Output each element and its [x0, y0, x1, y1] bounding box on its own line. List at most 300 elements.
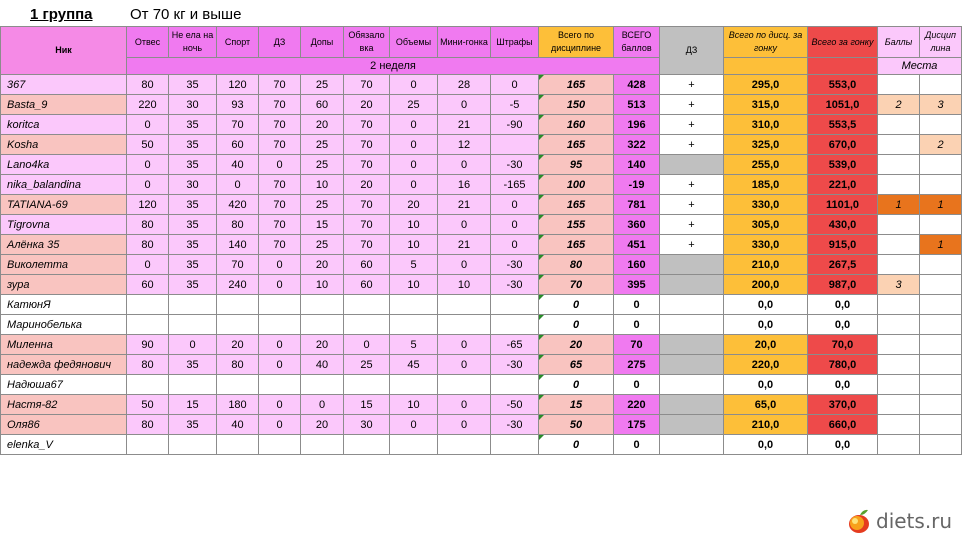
score-cell: 70	[259, 75, 301, 95]
race-total-cell: 70,0	[808, 335, 878, 355]
race-total-cell: 915,0	[808, 235, 878, 255]
score-cell: 0	[438, 155, 491, 175]
score-cell: 30	[169, 95, 217, 115]
race-discipline-cell: 310,0	[724, 115, 808, 135]
total-points-cell: 160	[614, 255, 660, 275]
score-cell: 0	[169, 335, 217, 355]
race-total-cell: 0,0	[808, 295, 878, 315]
table-row	[1, 415, 962, 435]
nick-cell: Виколетта	[1, 255, 127, 275]
score-cell: 28	[438, 75, 491, 95]
discipline-place-cell	[920, 415, 962, 435]
score-cell	[390, 315, 438, 335]
score-cell: 120	[217, 75, 259, 95]
score-cell: 80	[127, 235, 169, 255]
score-cell: 0	[491, 215, 539, 235]
score-cell	[259, 375, 301, 395]
score-cell: 0	[390, 115, 438, 135]
score-cell: 70	[344, 235, 390, 255]
race-total-cell: 430,0	[808, 215, 878, 235]
race-discipline-cell: 315,0	[724, 95, 808, 115]
points-place-cell	[878, 255, 920, 275]
score-cell: 50	[127, 135, 169, 155]
score-cell: 5	[390, 335, 438, 355]
score-cell: 70	[217, 115, 259, 135]
race-total-cell: 987,0	[808, 275, 878, 295]
nick-cell: Надюша67	[1, 375, 127, 395]
race-discipline-cell: 325,0	[724, 135, 808, 155]
dz-cell	[660, 255, 724, 275]
total-points-cell: 322	[614, 135, 660, 155]
score-cell: 35	[169, 415, 217, 435]
score-cell: 20	[344, 95, 390, 115]
race-discipline-cell: 220,0	[724, 355, 808, 375]
discipline-total-cell: 80	[539, 255, 614, 275]
score-cell: 15	[344, 395, 390, 415]
header-mini: Мини-гонка	[438, 27, 491, 58]
dz-cell	[660, 275, 724, 295]
score-cell: 60	[344, 275, 390, 295]
points-place-cell	[878, 315, 920, 335]
score-cell: 0	[259, 255, 301, 275]
score-cell: 70	[217, 255, 259, 275]
score-cell	[217, 315, 259, 335]
score-cell: -165	[491, 175, 539, 195]
score-cell	[344, 315, 390, 335]
score-cell: 140	[217, 235, 259, 255]
score-cell: 0	[344, 335, 390, 355]
score-cell: 25	[301, 135, 344, 155]
dz-cell: +	[660, 175, 724, 195]
discipline-place-cell	[920, 395, 962, 415]
race-discipline-cell: 0,0	[724, 435, 808, 455]
race-total-cell: 221,0	[808, 175, 878, 195]
score-cell: 21	[438, 195, 491, 215]
race-discipline-cell: 65,0	[724, 395, 808, 415]
logo-text: diets.ru	[876, 509, 953, 533]
score-cell	[169, 435, 217, 455]
score-cell: 0	[438, 415, 491, 435]
dz-cell: +	[660, 135, 724, 155]
discipline-total-cell: 65	[539, 355, 614, 375]
race-total-cell: 780,0	[808, 355, 878, 375]
score-cell	[344, 295, 390, 315]
score-cell	[169, 315, 217, 335]
score-cell: 35	[169, 115, 217, 135]
dz-cell: +	[660, 215, 724, 235]
dz-cell	[660, 435, 724, 455]
header-obemy: Объемы	[390, 27, 438, 58]
dz-cell: +	[660, 235, 724, 255]
discipline-place-cell	[920, 175, 962, 195]
score-cell: 15	[169, 395, 217, 415]
discipline-place-cell	[920, 375, 962, 395]
score-cell	[390, 295, 438, 315]
week-label: 2 неделя	[127, 58, 660, 75]
discipline-total-cell: 70	[539, 275, 614, 295]
nick-cell: 367	[1, 75, 127, 95]
points-place-cell	[878, 435, 920, 455]
score-cell: 93	[217, 95, 259, 115]
score-cell: 10	[390, 395, 438, 415]
nick-cell: надежда федянович	[1, 355, 127, 375]
race-discipline-cell: 20,0	[724, 335, 808, 355]
nick-cell: Алёнка 35	[1, 235, 127, 255]
header-vsego-disc-gonku: Всего по дисц. за гонку	[724, 27, 808, 58]
score-cell	[438, 375, 491, 395]
nick-cell: КатюнЯ	[1, 295, 127, 315]
header-obyaz: Обязало вка	[344, 27, 390, 58]
score-cell: 240	[217, 275, 259, 295]
dz-cell	[660, 375, 724, 395]
score-cell: 180	[217, 395, 259, 415]
total-points-cell: 0	[614, 375, 660, 395]
dz-cell	[660, 355, 724, 375]
score-cell	[259, 295, 301, 315]
score-cell	[301, 375, 344, 395]
discipline-place-cell: 1	[920, 195, 962, 215]
score-cell: 0	[259, 155, 301, 175]
header-ne-ela: Не ела на ночь	[169, 27, 217, 58]
discipline-total-cell: 150	[539, 95, 614, 115]
score-cell	[169, 295, 217, 315]
dz-cell: +	[660, 115, 724, 135]
nick-cell: Настя-82	[1, 395, 127, 415]
discipline-place-cell	[920, 355, 962, 375]
discipline-place-cell	[920, 335, 962, 355]
total-points-cell: 513	[614, 95, 660, 115]
score-cell: 70	[344, 115, 390, 135]
score-cell: 40	[217, 155, 259, 175]
total-points-cell: 0	[614, 435, 660, 455]
score-cell: 10	[390, 275, 438, 295]
score-cell: 0	[438, 95, 491, 115]
score-cell: -30	[491, 275, 539, 295]
dz-cell	[660, 155, 724, 175]
nick-cell: Оля86	[1, 415, 127, 435]
discipline-total-cell: 165	[539, 135, 614, 155]
score-cell: 20	[344, 175, 390, 195]
score-cell: 0	[438, 335, 491, 355]
race-total-cell: 0,0	[808, 315, 878, 335]
table-row	[1, 275, 962, 295]
table-row	[1, 215, 962, 235]
score-cell: 0	[390, 415, 438, 435]
race-discipline-cell: 200,0	[724, 275, 808, 295]
score-cell	[491, 315, 539, 335]
score-cell	[217, 375, 259, 395]
header-shtrafy: Штрафы	[491, 27, 539, 58]
discipline-total-cell: 0	[539, 375, 614, 395]
header-dz2: ДЗ	[660, 27, 724, 75]
score-cell: 120	[127, 195, 169, 215]
discipline-place-cell: 2	[920, 135, 962, 155]
discipline-total-cell: 165	[539, 235, 614, 255]
discipline-total-cell: 0	[539, 315, 614, 335]
places-label: Места	[878, 58, 962, 75]
score-cell: 70	[259, 95, 301, 115]
discipline-total-cell: 100	[539, 175, 614, 195]
score-cell: 50	[127, 395, 169, 415]
score-cell: 40	[301, 355, 344, 375]
score-cell: 80	[127, 215, 169, 235]
score-cell	[438, 295, 491, 315]
score-cell: 20	[301, 415, 344, 435]
score-cell: 45	[390, 355, 438, 375]
score-cell: 0	[438, 355, 491, 375]
score-cell: -30	[491, 415, 539, 435]
score-cell: 30	[169, 175, 217, 195]
dz-cell	[660, 315, 724, 335]
score-cell: 80	[127, 355, 169, 375]
points-place-cell	[878, 115, 920, 135]
score-cell	[217, 435, 259, 455]
table-row	[1, 115, 962, 135]
discipline-place-cell	[920, 435, 962, 455]
score-cell: 20	[390, 195, 438, 215]
score-cell: 0	[127, 255, 169, 275]
score-cell	[217, 295, 259, 315]
nick-cell: Маринобелька	[1, 315, 127, 335]
nick-cell: koritca	[1, 115, 127, 135]
race-discipline-cell: 210,0	[724, 255, 808, 275]
points-place-cell: 2	[878, 95, 920, 115]
header-dz: ДЗ	[259, 27, 301, 58]
race-discipline-cell: 330,0	[724, 195, 808, 215]
score-cell: 20	[301, 335, 344, 355]
race-discipline-cell: 185,0	[724, 175, 808, 195]
race-total-cell: 553,5	[808, 115, 878, 135]
race-total-cell: 1101,0	[808, 195, 878, 215]
race-discipline-cell: 255,0	[724, 155, 808, 175]
score-cell: 60	[301, 95, 344, 115]
discipline-place-cell	[920, 115, 962, 135]
points-place-cell	[878, 75, 920, 95]
score-cell: 20	[301, 115, 344, 135]
score-cell: 0	[127, 175, 169, 195]
score-cell: 0	[127, 115, 169, 135]
discipline-place-cell: 1	[920, 235, 962, 255]
score-cell	[127, 435, 169, 455]
score-cell	[438, 435, 491, 455]
score-cell: 90	[127, 335, 169, 355]
score-cell: 35	[169, 355, 217, 375]
header-vsego-disc: Всего по дисциплине	[539, 27, 614, 58]
score-cell: 0	[127, 155, 169, 175]
total-points-cell: 220	[614, 395, 660, 415]
score-cell: 70	[259, 135, 301, 155]
score-cell: 35	[169, 255, 217, 275]
score-cell: 12	[438, 135, 491, 155]
score-cell: 25	[390, 95, 438, 115]
score-cell	[259, 435, 301, 455]
score-cell	[127, 295, 169, 315]
score-cell: 0	[438, 215, 491, 235]
discipline-total-cell: 165	[539, 195, 614, 215]
score-cell: 35	[169, 135, 217, 155]
header-disciplina: Дисцип лина	[920, 27, 962, 58]
score-cell: 70	[259, 215, 301, 235]
score-cell: 0	[259, 415, 301, 435]
race-total-cell: 0,0	[808, 435, 878, 455]
total-points-cell: 428	[614, 75, 660, 95]
score-cell	[491, 135, 539, 155]
table-row	[1, 335, 962, 355]
score-cell: 35	[169, 75, 217, 95]
category-title: От 70 кг и выше	[130, 6, 242, 23]
nick-cell: зура	[1, 275, 127, 295]
total-points-cell: 395	[614, 275, 660, 295]
score-cell: 70	[259, 235, 301, 255]
score-cell: 10	[301, 275, 344, 295]
points-place-cell	[878, 215, 920, 235]
race-discipline-cell: 0,0	[724, 375, 808, 395]
score-cell: 21	[438, 115, 491, 135]
score-cell: 10	[390, 215, 438, 235]
score-cell: 60	[344, 255, 390, 275]
apple-icon	[846, 508, 872, 534]
race-total-cell: 670,0	[808, 135, 878, 155]
score-cell: 25	[301, 155, 344, 175]
total-points-cell: 781	[614, 195, 660, 215]
score-cell	[259, 315, 301, 335]
score-cell: 70	[344, 195, 390, 215]
diets-logo	[846, 508, 952, 534]
table-row	[1, 195, 962, 215]
score-cell: 0	[390, 75, 438, 95]
score-cell: 80	[217, 355, 259, 375]
points-place-cell	[878, 415, 920, 435]
score-cell	[491, 375, 539, 395]
race-total-cell: 553,0	[808, 75, 878, 95]
discipline-total-cell: 0	[539, 295, 614, 315]
race-discipline-cell: 0,0	[724, 295, 808, 315]
score-cell: 35	[169, 155, 217, 175]
score-cell: 20	[301, 255, 344, 275]
score-cell: 20	[217, 335, 259, 355]
discipline-place-cell	[920, 255, 962, 275]
score-cell	[301, 315, 344, 335]
total-points-cell: 360	[614, 215, 660, 235]
total-points-cell: 70	[614, 335, 660, 355]
dz-cell: +	[660, 75, 724, 95]
dz-cell	[660, 415, 724, 435]
header-dopy: Допы	[301, 27, 344, 58]
score-cell: 0	[438, 255, 491, 275]
score-cell: 80	[127, 75, 169, 95]
score-cell: -30	[491, 255, 539, 275]
table-row	[1, 235, 962, 255]
points-place-cell	[878, 235, 920, 255]
score-cell: -50	[491, 395, 539, 415]
total-points-cell: -19	[614, 175, 660, 195]
score-cell	[127, 375, 169, 395]
nick-cell: TATIANA-69	[1, 195, 127, 215]
score-cell: 0	[217, 175, 259, 195]
score-cell	[301, 295, 344, 315]
discipline-total-cell: 15	[539, 395, 614, 415]
dz-cell: +	[660, 195, 724, 215]
race-total-cell: 1051,0	[808, 95, 878, 115]
score-cell: 40	[217, 415, 259, 435]
total-points-cell: 175	[614, 415, 660, 435]
points-place-cell	[878, 395, 920, 415]
nick-cell: Миленна	[1, 335, 127, 355]
discipline-place-cell	[920, 315, 962, 335]
discipline-place-cell	[920, 155, 962, 175]
score-cell: 25	[301, 235, 344, 255]
points-place-cell	[878, 175, 920, 195]
score-cell	[438, 315, 491, 335]
score-cell: 70	[344, 155, 390, 175]
score-cell: 0	[491, 235, 539, 255]
score-cell: 420	[217, 195, 259, 215]
table-row	[1, 95, 962, 115]
total-points-cell: 0	[614, 315, 660, 335]
score-cell	[301, 435, 344, 455]
table-row	[1, 315, 962, 335]
score-cell: 35	[169, 235, 217, 255]
score-cell	[390, 435, 438, 455]
race-discipline-cell: 0,0	[724, 315, 808, 335]
race-discipline-cell: 330,0	[724, 235, 808, 255]
discipline-place-cell: 3	[920, 95, 962, 115]
score-cell	[344, 435, 390, 455]
header-sport: Спорт	[217, 27, 259, 58]
points-place-cell	[878, 135, 920, 155]
score-cell: 30	[344, 415, 390, 435]
discipline-total-cell: 155	[539, 215, 614, 235]
score-cell: 35	[169, 195, 217, 215]
score-cell	[127, 315, 169, 335]
score-cell: 10	[390, 235, 438, 255]
group-title: 1 группа	[30, 6, 93, 23]
score-cell: 80	[127, 415, 169, 435]
discipline-place-cell	[920, 275, 962, 295]
table-row	[1, 255, 962, 275]
discipline-place-cell	[920, 215, 962, 235]
nick-cell: Lano4ka	[1, 155, 127, 175]
score-cell: 70	[259, 195, 301, 215]
nick-cell: Tigrovna	[1, 215, 127, 235]
score-cell: 0	[301, 395, 344, 415]
table-row	[1, 375, 962, 395]
score-cell: 70	[344, 75, 390, 95]
score-cell: 25	[301, 195, 344, 215]
score-cell: -30	[491, 355, 539, 375]
score-cell: 0	[491, 75, 539, 95]
table-row	[1, 175, 962, 195]
points-place-cell: 3	[878, 275, 920, 295]
nick-cell: Basta_9	[1, 95, 127, 115]
race-total-cell: 660,0	[808, 415, 878, 435]
score-cell: -65	[491, 335, 539, 355]
score-cell: 70	[344, 135, 390, 155]
score-cell: 0	[390, 175, 438, 195]
race-discipline-cell: 295,0	[724, 75, 808, 95]
total-points-cell: 0	[614, 295, 660, 315]
race-total-cell: 0,0	[808, 375, 878, 395]
score-cell: 0	[259, 355, 301, 375]
race-total-cell: 370,0	[808, 395, 878, 415]
score-cell: 70	[344, 215, 390, 235]
score-cell: 0	[259, 335, 301, 355]
discipline-total-cell: 50	[539, 415, 614, 435]
points-place-cell	[878, 295, 920, 315]
race-total-cell: 267,5	[808, 255, 878, 275]
score-cell: 0	[390, 135, 438, 155]
total-points-cell: 196	[614, 115, 660, 135]
